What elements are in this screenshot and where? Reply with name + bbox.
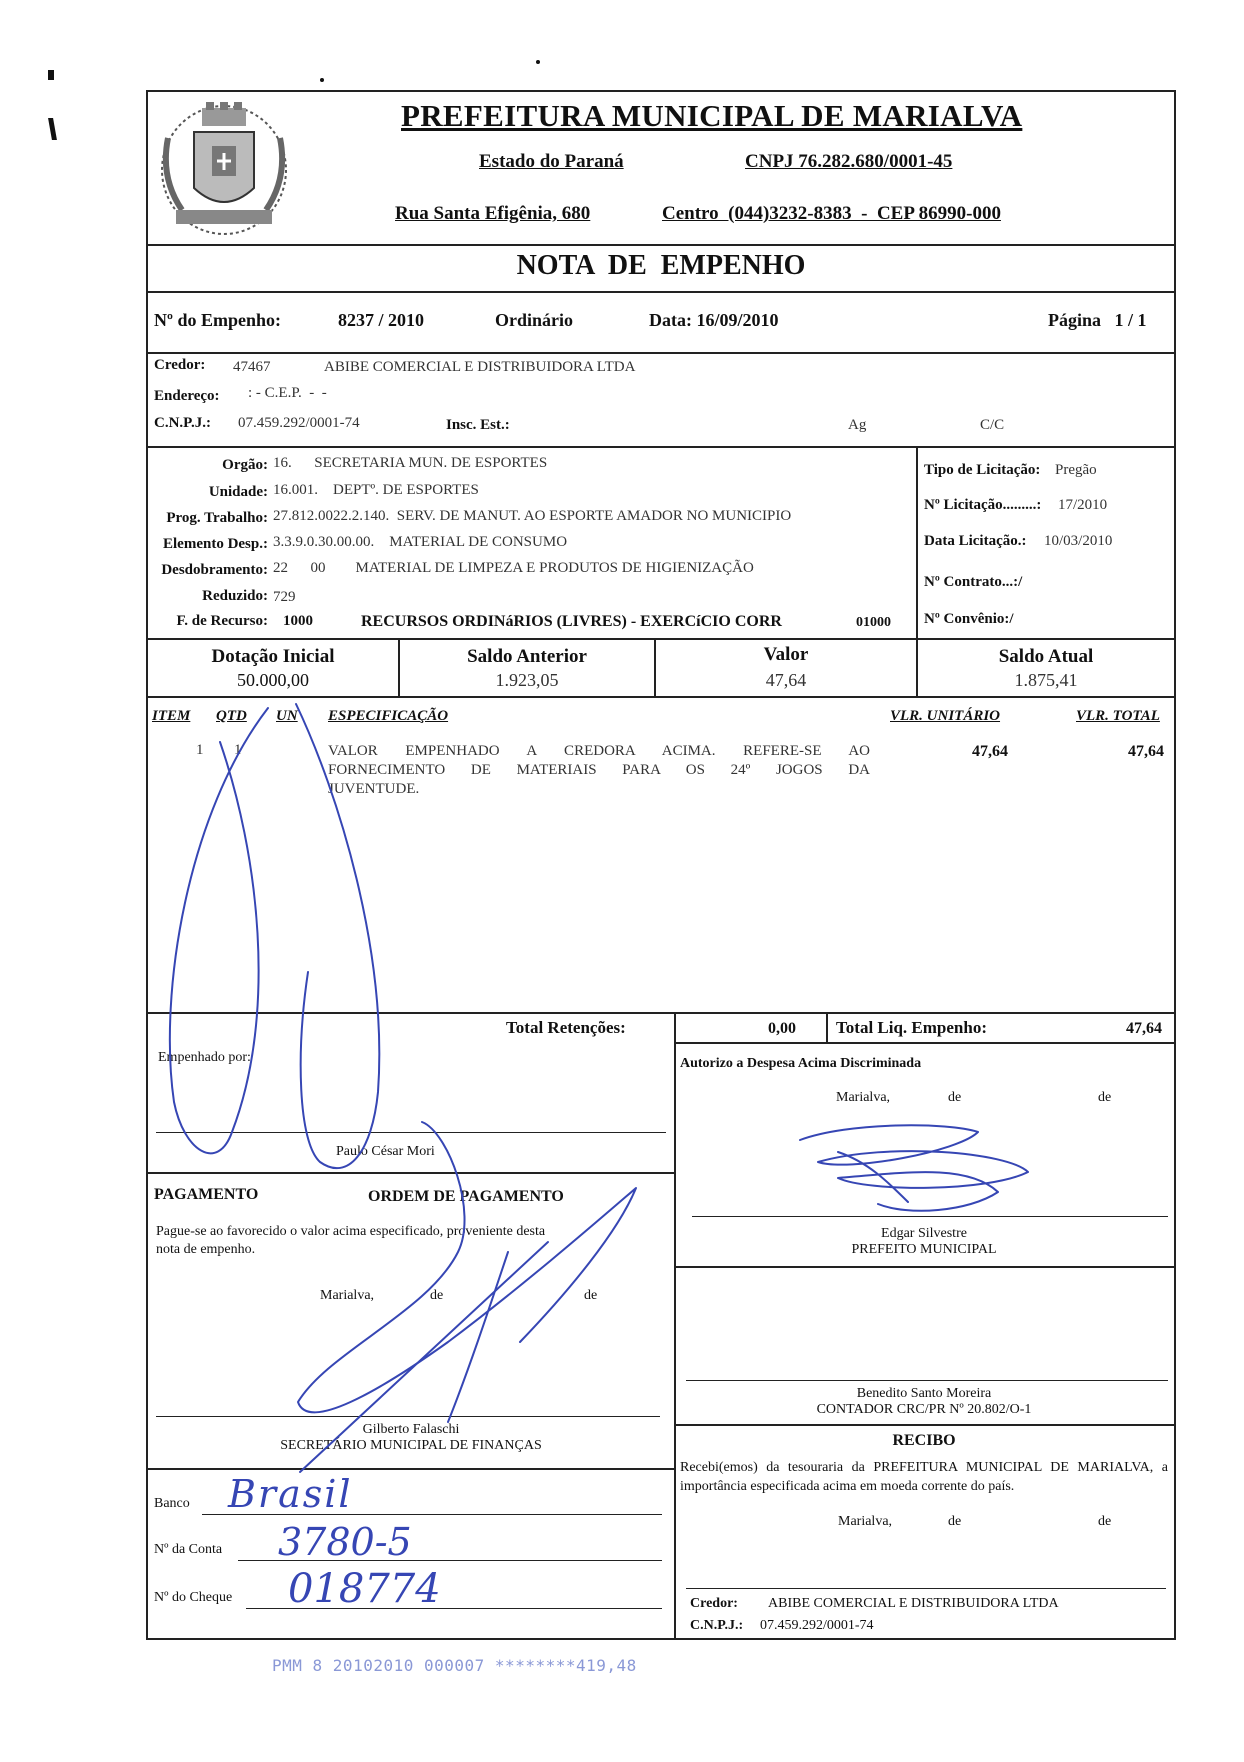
liquido-value: 47,64	[1126, 1020, 1162, 1037]
liquido-label: Total Liq. Empenho:	[836, 1018, 987, 1037]
footer-stamp: PMM 8 20102010 000007 ********419,48	[272, 1656, 637, 1675]
empenho-date: Data: 16/09/2010	[649, 310, 779, 330]
fonte-recurso-label: F. de Recurso:	[176, 613, 268, 629]
address-street: Rua Santa Efigênia, 680	[395, 203, 591, 224]
recibo-cnpj-value: 07.459.292/0001-74	[760, 1618, 874, 1633]
dotacao-inicial-label: Dotação Inicial	[211, 646, 335, 667]
num-contrato: Nº Contrato...:/	[924, 574, 1023, 590]
endereco-label: Endereço:	[154, 388, 220, 404]
contador-role: CONTADOR CRC/PR Nº 20.802/O-1	[816, 1402, 1032, 1417]
saldo-anterior-value: 1.923,05	[495, 670, 559, 690]
banco-label: Banco	[154, 1496, 190, 1511]
prog-trabalho-label: Prog. Trabalho:	[166, 510, 268, 526]
dotacao-inicial-value: 50.000,00	[237, 670, 309, 690]
scan-mark	[536, 60, 540, 64]
fonte-recurso-num: 01000	[856, 615, 891, 630]
col-especificacao: ESPECIFICAÇÃO	[328, 708, 449, 724]
desdobramento-value: 22 00 MATERIAL DE LIMPEZA E PRODUTOS DE HIGIENIZAÇÃO	[273, 560, 754, 576]
elemento-label: Elemento Desp.:	[163, 536, 268, 552]
fonte-recurso-code: 1000	[283, 613, 313, 629]
endereco-value: : - C.E.P. - -	[248, 385, 327, 401]
orgao-label: Orgão:	[222, 457, 268, 473]
recibo-city: Marialva,	[838, 1514, 893, 1529]
col-un: UN	[276, 708, 298, 724]
recibo-de1: de	[948, 1514, 962, 1529]
pagamento-text: Pague-se ao favorecido o valor acima especificado, proveniente desta	[156, 1224, 546, 1239]
scan-mark	[320, 78, 324, 82]
recibo-cnpj-label: C.N.P.J.:	[690, 1618, 744, 1633]
credor-name: ABIBE COMERCIAL E DISTRIBUIDORA LTDA	[324, 359, 636, 375]
fonte-recurso-desc: RECURSOS ORDINáRIOS (LIVRES) - EXERCíCIO CORR	[361, 613, 782, 630]
page-number: Página 1 / 1	[1048, 310, 1147, 330]
num-licitacao-value: 17/2010	[1058, 497, 1108, 513]
pagamento-text: nota de empenho.	[156, 1242, 256, 1257]
cnpj-label: CNPJ 76.282.680/0001-45	[745, 151, 953, 172]
recibo-text: Recebi(emos) da tesouraria da PREFEITURA MUNICIPAL DE MARIALVA, a importância especificada acima em moeda corrente do país.	[680, 1460, 1168, 1494]
orgao-value: 16. SECRETARIA MUN. DE ESPORTES	[273, 455, 548, 471]
col-item: ITEM	[152, 708, 191, 724]
item-description-line: JUVENTUDE.	[328, 781, 420, 797]
unidade-label: Unidade:	[208, 484, 268, 500]
item-number: 1	[196, 742, 204, 758]
ordem-pagamento-label: ORDEM DE PAGAMENTO	[368, 1188, 564, 1205]
banco-handwritten: Brasil	[228, 1472, 353, 1516]
desdobramento-label: Desdobramento:	[161, 562, 268, 578]
contador-name: Benedito Santo Moreira	[856, 1386, 992, 1401]
item-description-line: FORNECIMENTO DE MATERIAIS PARA OS 24º JOGOS DA	[328, 762, 870, 778]
item-unit-value: 47,64	[972, 743, 1008, 760]
cheque-label: Nº do Cheque	[154, 1590, 233, 1605]
reduzido-value: 729	[273, 589, 296, 605]
autorizo-de2: de	[1098, 1090, 1112, 1105]
cnpj-field-label: C.N.P.J.:	[154, 415, 211, 431]
agencia-label: Ag	[848, 417, 867, 433]
item-qtd: 1	[234, 742, 242, 758]
empenhado-label: Empenhado por:	[158, 1050, 251, 1065]
pagamento-de2: de	[584, 1288, 598, 1303]
conta-corrente-label: C/C	[980, 417, 1005, 433]
document-title: NOTA DE EMPENHO	[516, 250, 806, 281]
item-total-value: 47,64	[1128, 743, 1164, 760]
tipo-licitacao-value: Pregão	[1055, 462, 1097, 478]
signature-strokes	[148, 92, 1178, 1642]
recibo-credor-label: Credor:	[690, 1596, 738, 1611]
autorizo-city: Marialva,	[836, 1090, 891, 1105]
pagamento-label: PAGAMENTO	[154, 1186, 259, 1203]
retencoes-value: 0,00	[768, 1020, 796, 1037]
empenho-number-label: Nº do Empenho:	[154, 310, 281, 330]
credor-code: 47467	[233, 359, 271, 375]
reduzido-label: Reduzido:	[202, 588, 268, 604]
secretario-name: Gilberto Falaschi	[362, 1422, 460, 1437]
pagamento-de1: de	[430, 1288, 444, 1303]
col-valor-total: VLR. TOTAL	[1076, 708, 1160, 724]
empenho-number: 8237 / 2010	[338, 310, 425, 330]
empenhado-name: Paulo César Mori	[336, 1144, 435, 1159]
saldo-atual-value: 1.875,41	[1014, 670, 1078, 690]
scan-mark	[48, 118, 57, 140]
unidade-value: 16.001. DEPTº. DE ESPORTES	[273, 482, 479, 498]
retencoes-label: Total Retenções:	[506, 1018, 626, 1037]
recibo-title: RECIBO	[892, 1432, 956, 1449]
scan-mark	[48, 70, 54, 80]
saldo-anterior-label: Saldo Anterior	[467, 646, 587, 667]
state-label: Estado do Paraná	[479, 151, 624, 172]
pagamento-city: Marialva,	[320, 1288, 375, 1303]
conta-label: Nº da Conta	[154, 1542, 223, 1557]
page-title: PREFEITURA MUNICIPAL DE MARIALVA	[401, 98, 1023, 133]
cheque-handwritten: 018774	[288, 1566, 441, 1612]
recibo-de2: de	[1098, 1514, 1112, 1529]
empenho-type: Ordinário	[495, 310, 574, 330]
data-licitacao-value: 10/03/2010	[1044, 533, 1113, 549]
autorizo-de1: de	[948, 1090, 962, 1105]
address-rest: Centro (044)3232-8383 - CEP 86990-000	[662, 203, 1001, 224]
credor-cnpj: 07.459.292/0001-74	[238, 415, 360, 431]
valor-value: 47,64	[765, 670, 807, 690]
conta-handwritten: 3780-5	[278, 1520, 412, 1564]
autorizo-label: Autorizo a Despesa Acima Discriminada	[680, 1056, 922, 1071]
secretario-role: SECRETÁRIO MUNICIPAL DE FINANÇAS	[280, 1438, 542, 1453]
credor-label: Credor:	[154, 357, 206, 373]
data-licitacao-label: Data Licitação.:	[924, 533, 1027, 549]
prefeito-role: PREFEITO MUNICIPAL	[851, 1242, 997, 1257]
nota-empenho-form	[146, 90, 1176, 1640]
num-licitacao-label: Nº Licitação.........:	[924, 497, 1042, 513]
col-valor-unitario: VLR. UNITÁRIO	[890, 708, 1001, 724]
num-convenio: Nº Convênio:/	[924, 611, 1014, 627]
insc-est-label: Insc. Est.:	[446, 417, 510, 433]
recibo-credor-value: ABIBE COMERCIAL E DISTRIBUIDORA LTDA	[768, 1596, 1059, 1611]
col-qtd: QTD	[216, 708, 247, 724]
prog-trabalho-value: 27.812.0022.2.140. SERV. DE MANUT. AO ESPORTE AMADOR NO MUNICIPIO	[273, 508, 792, 524]
saldo-atual-label: Saldo Atual	[998, 646, 1094, 667]
prefeito-name: Edgar Silvestre	[881, 1226, 967, 1241]
item-description-line: VALOR EMPENHADO A CREDORA ACIMA. REFERE-SE AO	[328, 743, 870, 759]
elemento-value: 3.3.9.0.30.00.00. MATERIAL DE CONSUMO	[273, 534, 568, 550]
valor-label: Valor	[763, 644, 809, 665]
tipo-licitacao-label: Tipo de Licitação:	[924, 462, 1041, 478]
